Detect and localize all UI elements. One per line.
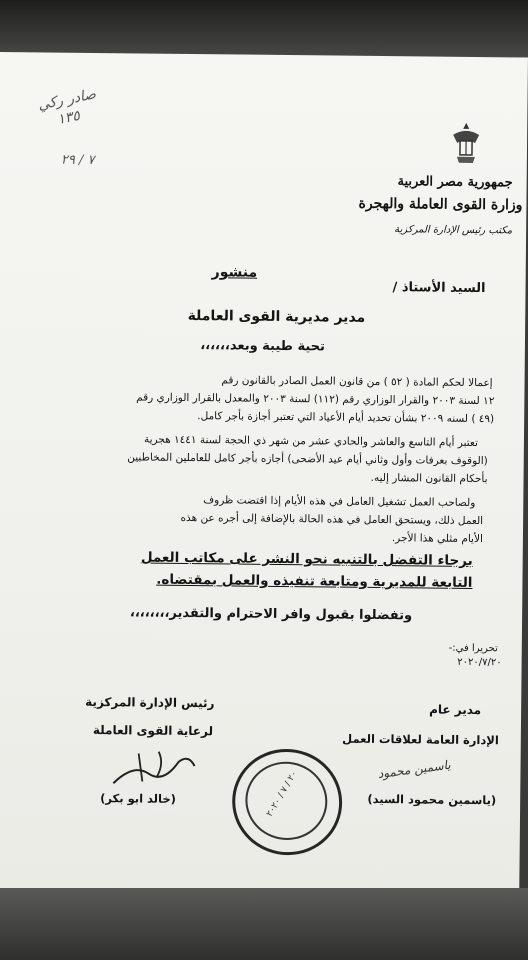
date-value: ٢٠٢٠/٧/٢٠ [457,656,502,669]
background-top [0,0,528,60]
right-signatory-name: (ياسمين محمود السيد) [367,791,497,808]
body-p3-line1: ولصاحب العمل تشغيل العامل في هذه الأيام إذا اقتضت ظروف [203,494,476,510]
right-signatory-title: مدير عام [429,702,482,718]
background-bottom [0,888,528,960]
doc-type: منشور [211,264,258,281]
body-p1-line2: ١٢ لسنة ٢٠٠٣ والقرار الوزاري رقم (١١٢) لسنة ٢٠٠٣ والمعدل بالقرار الوزاري رقم [136,391,495,408]
document-page [0,52,528,895]
greeting: تحية طيبة وبعد،،،،،، [200,338,326,355]
left-signatory-title: رئيس الإدارة المركزية [85,694,215,711]
left-signature-mark [108,743,199,794]
body-p1-line3: (٤٩ ) لسنه ٢٠٠٩ بشأن تحديد أيام الأعياد التي تعتبر أجازة بأجر كامل. [197,410,495,426]
right-signatory-dept: الإدارة العامة لعلاقات العمل [342,731,499,748]
addressee: السيد الأستاذ / [392,280,486,297]
handwritten-note-line1: صادر ركي [36,86,98,114]
body-p3-line3: الأيام مثلي هذا الأجر. [391,532,483,546]
request-line2: التابعة للمديرية ومتابعة تنفيذه والعمل بمقتضاه. [156,571,473,591]
handwritten-date: ٧ / ٢٩ [60,152,95,168]
body-p1-line1: إعمالا لحكم المادة ( ٥٢ ) من قانون العمل الصادر بالقانون رقم [221,374,493,390]
header-office: مكتب رئيس الإدارة المركزية [394,224,513,237]
handwritten-note [36,85,101,132]
egypt-eagle-emblem-icon [449,121,483,167]
body-p3-line2: العمل ذلك، ويستحق العامل في هذه الحالة بالإضافة إلى أجره عن هذه [180,511,484,528]
body-p2-line3: بأحكام القانون المشار إليه. [370,471,488,486]
left-signatory-dept: لرعاية القوى العاملة [92,723,214,739]
date-label: تحريرا في:- [448,642,498,655]
left-signatory-name: (خالد ابو بكر) [100,791,176,806]
handwritten-note-line2: ١٣٥ [56,107,82,128]
official-round-stamp [223,740,351,864]
stamp-date: ٢٠ / ٧ / ٢٠٢٠ [264,769,300,819]
body-p2-line1: تعتبر أيام التاسع والعاشر والحادي عشر من شهر ذي الحجة لسنة ١٤٤١ هجرية [143,433,478,450]
header-country: جمهورية مصر العربية [397,174,513,191]
addressee-title: مدير مديرية القوى العاملة [187,307,366,326]
right-signature: ياسمين محمود [376,757,452,782]
header-ministry: وزارة القوى العاملة والهجرة [358,195,523,214]
body-p2-line2: (الوقوف بعرفات وأول وثاني أيام عيد الأضحى) أجازه بأجر كامل للعاملين المخاطبين [127,451,488,468]
request-line1: برجاء التفضل بالتنبيه نحو النشر على مكاتب العمل [140,549,473,569]
closing: وتفضلوا بقبول وافر الاحترام والتقدير،،،،،،،، [129,605,413,624]
